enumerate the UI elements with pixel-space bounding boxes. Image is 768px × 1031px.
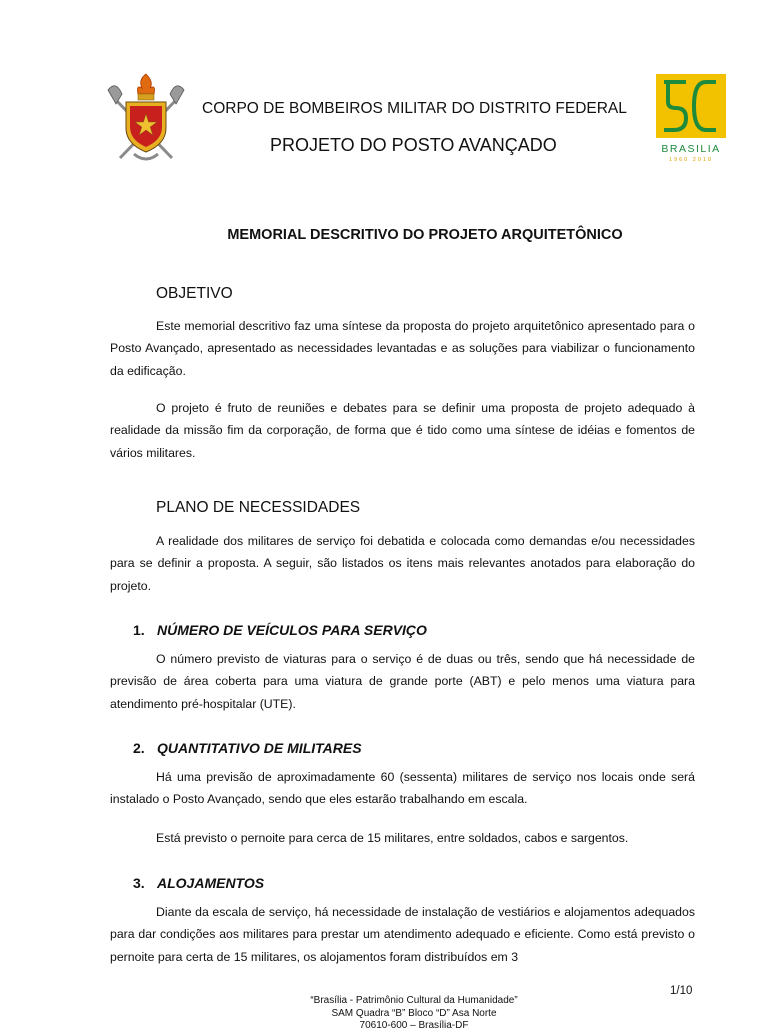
footer-line-3: 70610-600 – Brasília-DF xyxy=(359,1020,469,1031)
item-number: 1. xyxy=(133,622,145,638)
page-number: 1/10 xyxy=(670,985,693,997)
footer-line-1: “Brasília - Patrimônio Cultural da Humanidade” xyxy=(310,995,518,1006)
item-number: 2. xyxy=(133,740,145,756)
paragraph-item-2b: Está previsto o pernoite para cerca de 15 militares, entre soldados, cabos e sargentos. xyxy=(156,831,629,845)
footer-line-2: SAM Quadra “B” Bloco “D” Asa Norte xyxy=(331,1008,497,1019)
item-title: NÚMERO DE VEÍCULOS PARA SERVIÇO xyxy=(157,622,427,638)
paragraph-needs-1: A realidade dos militares de serviço foi debatida e colocada como demandas e/ou necessidades para se definir a proposta. A seguir, são listados os itens mais relevantes anotados para elaboração do projeto. xyxy=(110,534,695,593)
item-title: ALOJAMENTOS xyxy=(157,875,265,891)
paragraph-item-3: Diante da escala de serviço, há necessidade de instalação de vestiários e alojamentos adequados para dar condições aos militares para prestar um atendimento adequado e eficiente. Como está previsto o pernoite para certa de 15 militares, os alojamentos foram distribuídos em 3 xyxy=(110,905,695,964)
fire-department-emblem xyxy=(106,72,186,164)
document-title: MEMORIAL DESCRITIVO DO PROJETO ARQUITETÔNICO xyxy=(227,227,623,243)
paragraph-objective-2: O projeto é fruto de reuniões e debates para se definir uma proposta de projeto adequado à realidade da missão fim da corporação, de forma que é tido como uma síntese de idéias e fomentos de vários militares. xyxy=(110,401,695,460)
item-number: 3. xyxy=(133,875,145,891)
item-title: QUANTITATIVO DE MILITARES xyxy=(157,740,362,756)
organization-name: CORPO DE BOMBEIROS MILITAR DO DISTRITO FEDERAL xyxy=(202,100,627,117)
item-heading-3 xyxy=(133,875,264,891)
brasilia-50-years-logo xyxy=(654,72,728,164)
page-header xyxy=(106,72,728,164)
paragraph-item-1: O número previsto de viaturas para o serviço é de duas ou três, sendo que há necessidade de previsão de área coberta para uma viatura de grande porte (ABT) e pelo menos uma viatura para atendimento pré-hospitalar (UTE). xyxy=(110,652,695,711)
paragraph-item-2a: Há uma previsão de aproximadamente 60 (sessenta) militares de serviço nos locais onde será instalado o Posto Avançado, sendo que eles estarão trabalhando em escala. xyxy=(110,770,695,807)
item-heading-2 xyxy=(133,740,362,756)
section-heading-needs: PLANO DE NECESSIDADES xyxy=(156,499,361,516)
item-heading-1 xyxy=(133,622,427,638)
logo-years: 1960 2010 xyxy=(669,157,713,163)
project-name: PROJETO DO POSTO AVANÇADO xyxy=(270,135,557,155)
section-heading-objective: OBJETIVO xyxy=(156,285,233,302)
logo-text: BRASILIA xyxy=(661,143,721,155)
paragraph-objective-1: Este memorial descritivo faz uma síntese da proposta do projeto arquitetônico apresentado para o Posto Avançado, apresentado as necessidades levantadas e as soluções para viabilizar o funcionamento da edificação. xyxy=(110,319,695,378)
